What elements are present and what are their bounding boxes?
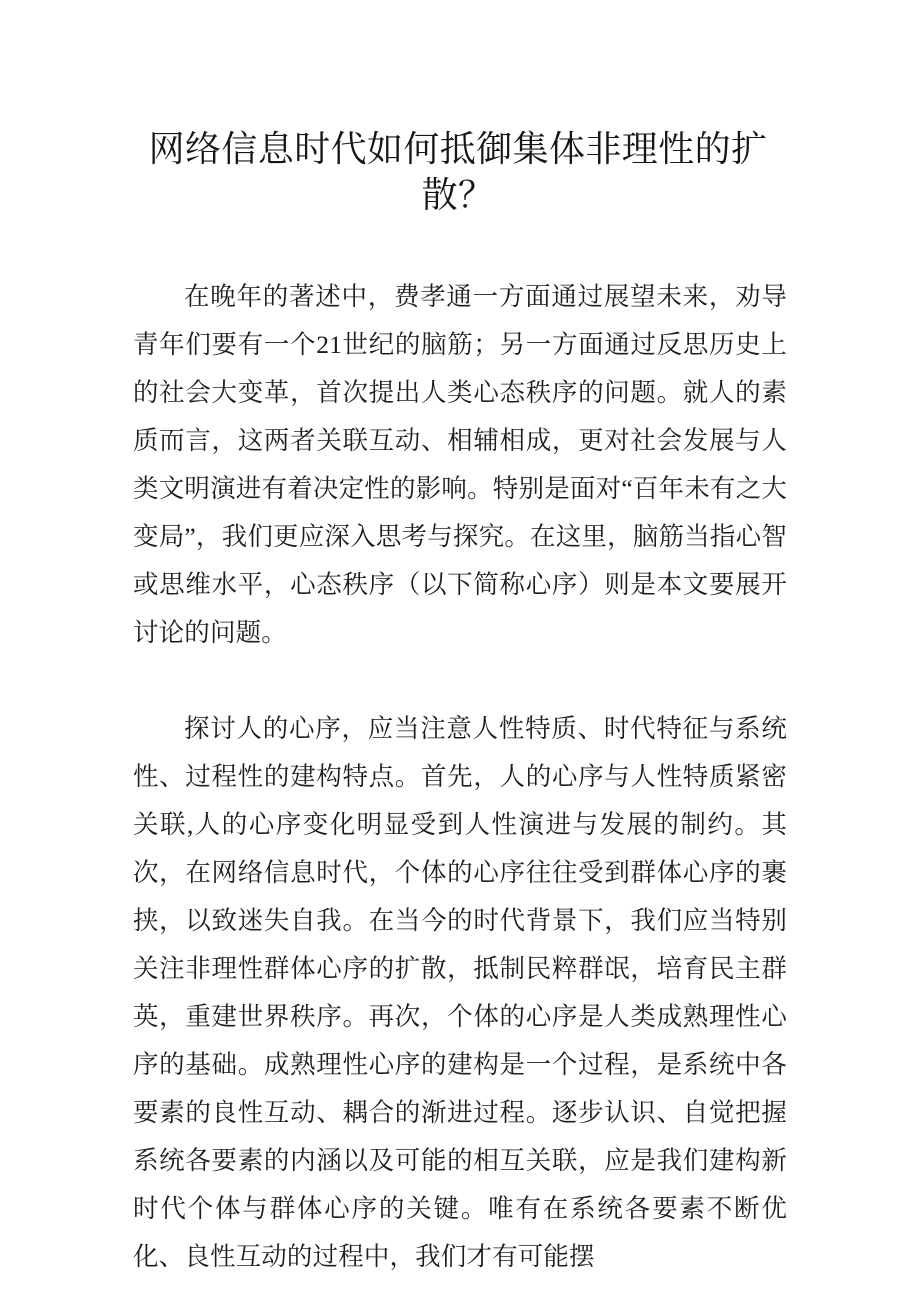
page-content-area [133,0,787,1281]
page-title: 网络信息时代如何抵御集体非理性的扩散？ [148,128,768,215]
body-paragraph-2: 探讨人的心序，应当注意人性特质、时代特征与系统性、过程性的建构特点。首先，人的心序与人性特质紧密关联,人的心序变化明显受到人性演进与发展的制约。其次，在网络信息时代，个体的心序往往受到群体心序的裹挟，以致迷失自我。在当今的时代背景下，我们应当特别关注非理性群体心序的扩散，抵制民粹群氓，培育民主群英，重建世界秩序。再次，个体的心序是人类成熟理性心序的基础。成熟理性心序的建构是一个过程，是系统中各要素的良性互动、耦合的渐进过程。逐步认识、自觉把握系统各要素的内涵以及可能的相互关联，应是我们建构新时代个体与群体心序的关键。唯有在系统各要素不断优化、良性互动的过程中，我们才有可能摆 [133,714,787,1271]
body-paragraph-1: 在晚年的著述中，费孝通一方面通过展望未来，劝导青年们要有一个21世纪的脑筋；另一方面通过反思历史上的社会大变革，首次提出人类心态秩序的问题。就人的素质而言，这两者关联互动、相辅相成，更对社会发展与人类文明演进有着决定性的影响。特别是面对“百年未有之大变局”，我们更应深入思考与探究。在这里，脑筋当指心智或思维水平，心态秩序（以下简称心序）则是本文要展开讨论的问题。 [133,282,787,647]
